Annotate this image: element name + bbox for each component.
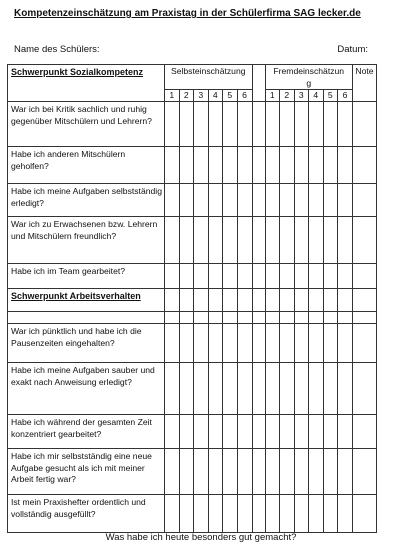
work-question-row-2: [8, 363, 377, 415]
external-rating-cell-4[interactable]: [309, 184, 324, 217]
self-rating-cell-5[interactable]: [223, 449, 238, 495]
external-rating-cell-1[interactable]: [265, 495, 280, 533]
self-rating-cell-5[interactable]: [223, 324, 238, 363]
external-rating-cell-5[interactable]: [323, 363, 338, 415]
self-rating-cell-2[interactable]: [179, 415, 194, 449]
self-rating-cell-1[interactable]: [165, 363, 180, 415]
external-rating-cell-3[interactable]: [294, 264, 309, 289]
note-cell[interactable]: [353, 102, 377, 147]
external-rating-cell-2[interactable]: [280, 264, 295, 289]
external-scale-1: 1: [265, 90, 280, 102]
footer-question: Was habe ich heute besonders gut gemacht?: [105, 532, 297, 543]
note-cell[interactable]: [353, 264, 377, 289]
self-rating-cell-3[interactable]: [194, 184, 209, 217]
external-rating-cell-6[interactable]: [338, 102, 353, 147]
question-text: Habe ich meine Aufgaben selbstständig erledigt?: [8, 184, 165, 217]
column-gap: [252, 147, 265, 184]
external-rating-cell-1[interactable]: [265, 449, 280, 495]
self-rating-cell-5[interactable]: [223, 264, 238, 289]
external-rating-cell-4[interactable]: [309, 217, 324, 264]
self-rating-cell-2[interactable]: [179, 363, 194, 415]
note-cell[interactable]: [353, 495, 377, 533]
self-rating-cell-3[interactable]: [194, 264, 209, 289]
work-question-row-1: [8, 324, 377, 363]
external-rating-cell-2[interactable]: [280, 449, 295, 495]
self-rating-cell-1[interactable]: [165, 324, 180, 363]
external-assessment-header: Fremdeinschätzun g: [265, 65, 353, 90]
social-question-row-5: [8, 264, 377, 289]
note-cell[interactable]: [353, 449, 377, 495]
column-gap: [252, 449, 265, 495]
external-rating-cell-5[interactable]: [323, 102, 338, 147]
question-text: War ich zu Erwachsenen bzw. Lehrern und Mitschülern freundlich?: [8, 217, 165, 264]
external-rating-cell-5[interactable]: [323, 217, 338, 264]
self-rating-cell-6[interactable]: [237, 363, 252, 415]
self-rating-cell-1[interactable]: [165, 495, 180, 533]
external-rating-cell-6[interactable]: [338, 495, 353, 533]
question-text: Habe ich meine Aufgaben sauber und exakt nach Anweisung erledigt?: [8, 363, 165, 415]
external-rating-cell-3[interactable]: [294, 449, 309, 495]
self-rating-cell-3[interactable]: [194, 324, 209, 363]
external-rating-cell-2[interactable]: [280, 147, 295, 184]
self-rating-cell-6[interactable]: [237, 147, 252, 184]
external-rating-cell-4[interactable]: [309, 363, 324, 415]
self-rating-cell-3[interactable]: [194, 449, 209, 495]
external-rating-cell-6[interactable]: [338, 363, 353, 415]
self-rating-cell-2[interactable]: [179, 147, 194, 184]
self-rating-cell-6[interactable]: [237, 102, 252, 147]
external-rating-cell-6[interactable]: [338, 324, 353, 363]
external-rating-cell-3[interactable]: [294, 217, 309, 264]
self-rating-cell-2[interactable]: [179, 217, 194, 264]
external-scale-3: 3: [294, 90, 309, 102]
self-rating-cell-4[interactable]: [208, 147, 223, 184]
self-rating-cell-6[interactable]: [237, 264, 252, 289]
external-rating-cell-4[interactable]: [309, 264, 324, 289]
note-cell[interactable]: [353, 147, 377, 184]
self-rating-cell-3[interactable]: [194, 102, 209, 147]
self-rating-cell-2[interactable]: [179, 184, 194, 217]
question-text: Ist mein Praxishefter ordentlich und vollständig ausgefüllt?: [8, 495, 165, 533]
external-rating-cell-4[interactable]: [309, 102, 324, 147]
column-gap: [252, 495, 265, 533]
external-rating-cell-3[interactable]: [294, 363, 309, 415]
self-rating-cell-5[interactable]: [223, 102, 238, 147]
self-scale-2: 2: [179, 90, 194, 102]
external-rating-cell-3[interactable]: [294, 184, 309, 217]
external-rating-cell-2[interactable]: [280, 363, 295, 415]
date-label: Datum:: [337, 44, 368, 55]
question-text: Habe ich im Team gearbeitet?: [8, 264, 165, 289]
self-rating-cell-2[interactable]: [179, 102, 194, 147]
self-rating-cell-6[interactable]: [237, 415, 252, 449]
external-rating-cell-5[interactable]: [323, 415, 338, 449]
self-rating-cell-4[interactable]: [208, 217, 223, 264]
external-rating-cell-4[interactable]: [309, 495, 324, 533]
external-rating-cell-6[interactable]: [338, 449, 353, 495]
student-name-label: Name des Schülers:: [14, 44, 100, 55]
external-rating-cell-4[interactable]: [309, 324, 324, 363]
external-rating-cell-3[interactable]: [294, 102, 309, 147]
question-text: Habe ich während der gesamten Zeit konzentriert gearbeitet?: [8, 415, 165, 449]
question-text: War ich bei Kritik sachlich und ruhig gegenüber Mitschülern und Lehrern?: [8, 102, 165, 147]
column-gap: [252, 415, 265, 449]
self-rating-cell-5[interactable]: [223, 184, 238, 217]
self-rating-cell-1[interactable]: [165, 415, 180, 449]
external-rating-cell-1[interactable]: [265, 147, 280, 184]
self-rating-cell-1[interactable]: [165, 449, 180, 495]
self-rating-cell-4[interactable]: [208, 415, 223, 449]
column-gap: [252, 363, 265, 415]
external-rating-cell-1[interactable]: [265, 324, 280, 363]
external-rating-cell-2[interactable]: [280, 184, 295, 217]
social-question-row-2: [8, 147, 377, 184]
social-question-row-1: [8, 102, 377, 147]
self-rating-cell-6[interactable]: [237, 324, 252, 363]
external-scale-6: 6: [338, 90, 353, 102]
external-rating-cell-3[interactable]: [294, 147, 309, 184]
self-rating-cell-4[interactable]: [208, 495, 223, 533]
external-rating-cell-1[interactable]: [265, 217, 280, 264]
section-heading-work: Schwerpunkt Arbeitsverhalten: [8, 289, 165, 312]
external-rating-cell-5[interactable]: [323, 449, 338, 495]
work-question-row-4: [8, 449, 377, 495]
social-questions: [8, 102, 377, 289]
external-rating-cell-1[interactable]: [265, 184, 280, 217]
self-scale-3: 3: [194, 90, 209, 102]
self-scale-4: 4: [208, 90, 223, 102]
self-assessment-header: Selbsteinschätzung: [165, 65, 253, 90]
self-rating-cell-2[interactable]: [179, 449, 194, 495]
external-rating-cell-4[interactable]: [309, 415, 324, 449]
note-cell[interactable]: [353, 324, 377, 363]
self-rating-cell-1[interactable]: [165, 102, 180, 147]
column-gap: [252, 264, 265, 289]
self-scale-1: 1: [165, 90, 180, 102]
external-rating-cell-5[interactable]: [323, 495, 338, 533]
external-rating-cell-2[interactable]: [280, 102, 295, 147]
external-rating-cell-5[interactable]: [323, 184, 338, 217]
self-rating-cell-6[interactable]: [237, 449, 252, 495]
external-rating-cell-6[interactable]: [338, 217, 353, 264]
column-gap: [252, 102, 265, 147]
self-scale-6: 6: [237, 90, 252, 102]
social-question-row-4: [8, 217, 377, 264]
external-rating-cell-2[interactable]: [280, 415, 295, 449]
column-gap: [252, 184, 265, 217]
external-rating-cell-4[interactable]: [309, 449, 324, 495]
external-rating-cell-1[interactable]: [265, 363, 280, 415]
external-rating-cell-1[interactable]: [265, 264, 280, 289]
question-text: War ich pünktlich und habe ich die Pausenzeiten eingehalten?: [8, 324, 165, 363]
self-rating-cell-5[interactable]: [223, 217, 238, 264]
self-rating-cell-5[interactable]: [223, 363, 238, 415]
column-gap: [252, 65, 265, 102]
self-scale-5: 5: [223, 90, 238, 102]
external-rating-cell-2[interactable]: [280, 324, 295, 363]
self-rating-cell-4[interactable]: [208, 102, 223, 147]
external-rating-cell-1[interactable]: [265, 102, 280, 147]
external-rating-cell-3[interactable]: [294, 415, 309, 449]
self-rating-cell-6[interactable]: [237, 495, 252, 533]
self-rating-cell-4[interactable]: [208, 363, 223, 415]
external-rating-cell-6[interactable]: [338, 415, 353, 449]
page-title: Kompetenzeinschätzung am Praxistag in der Schülerfirma SAG lecker.de: [14, 8, 361, 19]
external-scale-5: 5: [323, 90, 338, 102]
social-question-row-3: [8, 184, 377, 217]
note-cell[interactable]: [353, 184, 377, 217]
self-rating-cell-5[interactable]: [223, 495, 238, 533]
external-rating-cell-6[interactable]: [338, 264, 353, 289]
external-rating-cell-2[interactable]: [280, 495, 295, 533]
column-gap: [252, 217, 265, 264]
external-rating-cell-1[interactable]: [265, 415, 280, 449]
self-rating-cell-3[interactable]: [194, 415, 209, 449]
question-text: Habe ich anderen Mitschülern geholfen?: [8, 147, 165, 184]
external-rating-cell-2[interactable]: [280, 217, 295, 264]
note-cell[interactable]: [353, 217, 377, 264]
self-rating-cell-1[interactable]: [165, 184, 180, 217]
self-rating-cell-1[interactable]: [165, 147, 180, 184]
self-rating-cell-1[interactable]: [165, 264, 180, 289]
self-rating-cell-6[interactable]: [237, 184, 252, 217]
blank-row: [8, 312, 165, 324]
self-rating-cell-2[interactable]: [179, 264, 194, 289]
external-scale-2: 2: [280, 90, 295, 102]
work-questions: [8, 324, 377, 533]
self-rating-cell-3[interactable]: [194, 495, 209, 533]
external-rating-cell-3[interactable]: [294, 324, 309, 363]
external-rating-cell-6[interactable]: [338, 147, 353, 184]
work-question-row-3: [8, 415, 377, 449]
self-rating-cell-2[interactable]: [179, 324, 194, 363]
self-rating-cell-4[interactable]: [208, 184, 223, 217]
work-question-row-5: [8, 495, 377, 533]
external-rating-cell-6[interactable]: [338, 184, 353, 217]
section-heading-social: Schwerpunkt Sozialkompetenz: [8, 65, 165, 102]
self-rating-cell-4[interactable]: [208, 449, 223, 495]
assessment-table: [7, 64, 377, 533]
column-gap: [252, 324, 265, 363]
question-text: Habe ich mir selbstständig eine neue Aufgabe gesucht als ich mit meiner Arbeit fertig war?: [8, 449, 165, 495]
note-cell[interactable]: [353, 415, 377, 449]
note-cell[interactable]: [353, 363, 377, 415]
self-rating-cell-1[interactable]: [165, 217, 180, 264]
external-rating-cell-5[interactable]: [323, 147, 338, 184]
self-rating-cell-3[interactable]: [194, 363, 209, 415]
external-scale-4: 4: [309, 90, 324, 102]
external-rating-cell-4[interactable]: [309, 147, 324, 184]
external-rating-cell-5[interactable]: [323, 324, 338, 363]
self-rating-cell-3[interactable]: [194, 217, 209, 264]
external-rating-cell-3[interactable]: [294, 495, 309, 533]
self-rating-cell-5[interactable]: [223, 147, 238, 184]
self-rating-cell-3[interactable]: [194, 147, 209, 184]
note-header: Note: [353, 65, 377, 102]
self-rating-cell-4[interactable]: [208, 264, 223, 289]
self-rating-cell-2[interactable]: [179, 495, 194, 533]
self-rating-cell-4[interactable]: [208, 324, 223, 363]
self-rating-cell-5[interactable]: [223, 415, 238, 449]
external-rating-cell-5[interactable]: [323, 264, 338, 289]
self-rating-cell-6[interactable]: [237, 217, 252, 264]
